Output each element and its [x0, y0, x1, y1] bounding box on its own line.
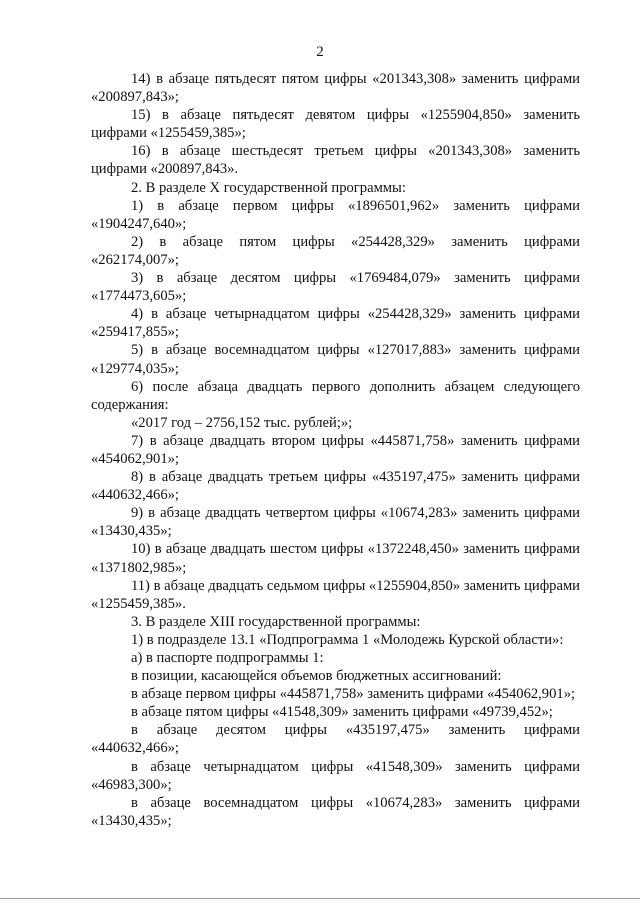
amendment-line-4: в абзаце четырнадцатом цифры «41548,309» заменить цифрами «46983,300»; — [91, 758, 580, 793]
paragraph-item-xiii-1: 1) в подразделе 13.1 «Подпрограмма 1 «Молодежь Курской области»: — [131, 631, 564, 648]
paragraph-item-16: 16) в абзаце шестьдесят третьем цифры «201343,308» заменить цифрами «200897,843». — [91, 143, 580, 178]
section-heading-x: 2. В разделе X государственной программы: — [131, 179, 406, 196]
paragraph-item-14: 14) в абзаце пятьдесят пятом цифры «201343,308» заменить цифрами «200897,843»; — [91, 71, 580, 106]
paragraph-item-x-7: 7) в абзаце двадцать втором цифры «445871,758» заменить цифрами «454062,901»; — [91, 432, 580, 467]
paragraph-item-x-1: 1) в абзаце первом цифры «1896501,962» заменить цифрами «1904247,640»; — [91, 197, 580, 232]
amendment-line-1: в абзаце первом цифры «445871,758» заменить цифрами «454062,901»; — [131, 686, 576, 703]
amendment-line-3: в абзаце десятом цифры «435197,475» заменить цифрами «440632,466»; — [91, 722, 580, 757]
paragraph-item-x-11: 11) в абзаце двадцать седьмом цифры «1255904,850» заменить цифрами «1255459,385». — [91, 577, 580, 612]
paragraph-item-x-3: 3) в абзаце десятом цифры «1769484,079» заменить цифрами «1774473,605»; — [91, 270, 580, 305]
amendment-line-5: в абзаце восемнадцатом цифры «10674,283» заменить цифрами «13430,435»; — [91, 794, 580, 829]
paragraph-item-x-6: 6) после абзаца двадцать первого дополнить абзацем следующего содержания: — [91, 378, 580, 413]
paragraph-item-x-5: 5) в абзаце восемнадцатом цифры «127017,883» заменить цифрами «129774,035»; — [91, 342, 580, 377]
document-body — [91, 70, 580, 830]
paragraph-item-x-2: 2) в абзаце пятом цифры «254428,329» заменить цифрами «262174,007»; — [91, 233, 580, 268]
paragraph-item-15: 15) в абзаце пятьдесят девятом цифры «1255904,850» заменить цифрами «1255459,385»; — [91, 107, 580, 142]
paragraph-item-x-9: 9) в абзаце двадцать четвертом цифры «10674,283» заменить цифрами «13430,435»; — [91, 505, 580, 540]
page-bottom-rule — [0, 898, 640, 899]
paragraph-item-x-4: 4) в абзаце четырнадцатом цифры «254428,329» заменить цифрами «259417,855»; — [91, 306, 580, 341]
inserted-paragraph-quote: «2017 год – 2756,152 тыс. рублей;»; — [131, 414, 353, 431]
section-heading-xiii: 3. В разделе XIII государственной программы: — [131, 613, 421, 630]
subparagraph-a: а) в паспорте подпрограммы 1: — [131, 650, 324, 666]
paragraph-item-x-8: 8) в абзаце двадцать третьем цифры «435197,475» заменить цифрами «440632,466»; — [91, 469, 580, 504]
page-number: 2 — [316, 44, 324, 60]
position-note: в позиции, касающейся объемов бюджетных ассигнований: — [131, 668, 502, 685]
amendment-line-2: в абзаце пятом цифры «41548,309» заменить цифрами «49739,452»; — [131, 704, 553, 721]
paragraph-item-x-10: 10) в абзаце двадцать шестом цифры «1372248,450» заменить цифрами «1371802,985»; — [91, 541, 580, 576]
